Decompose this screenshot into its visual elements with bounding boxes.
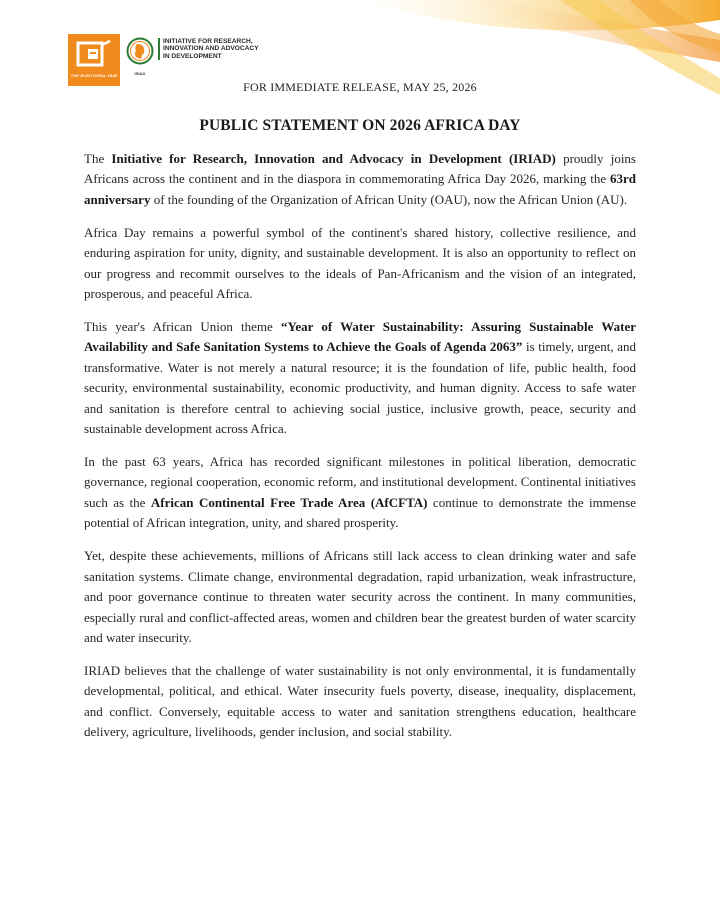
paragraph-4-text-a: In the past 63 years, Africa has recorded significant milestones in political liberation, democratic governance, regional cooperation, economic reform, and institutional development. Continental initiatives such as the xyxy=(84,454,636,510)
paragraph-1-org-name: Initiative for Research, Innovation and Advocacy in Development (IRIAD) xyxy=(111,151,556,166)
iriad-logo-caption: IRIAD xyxy=(134,71,146,76)
paragraph-3-au-theme: “Year of Water Sustainability: Assuring Sustainable Water Availability and Safe Sanitation Systems to Achieve the Goals of Agenda 2063” xyxy=(84,319,636,355)
paragraph-3 xyxy=(84,317,636,439)
organization-name xyxy=(158,38,259,60)
iriad-logo xyxy=(126,37,154,76)
organization-name-line-3: IN DEVELOPMENT xyxy=(163,52,222,60)
organization-name-line-2: INNOVATION AND ADVOCACY xyxy=(163,45,259,53)
header-logos xyxy=(68,34,259,86)
paragraph-4-text-c: continue to demonstrate the immense potential of African integration, unity, and shared prosperity. xyxy=(84,494,636,531)
paragraph-1-text-e: of the founding of the Organization of African Unity (OAU), now the African Union (AU). xyxy=(150,191,628,207)
paragraph-1 xyxy=(84,149,636,210)
paragraph-2: Africa Day remains a powerful symbol of the continent's shared history, collective resilience, and enduring aspiration for unity, dignity, and sustainable development. It is also an opportunity to reflect on our progress and recommit ourselves to the ideals of Pan-Africanism and the vision of an integrated, prosperous, and peaceful Africa. xyxy=(84,224,636,302)
release-date-line: FOR IMMEDIATE RELEASE, MAY 25, 2026 xyxy=(243,80,477,94)
paragraph-3-text-a: This year's African Union theme xyxy=(84,319,281,335)
paragraph-6: IRIAD believes that the challenge of water sustainability is not only environmental, it is fundamentally developmental, political, and ethical. Water insecurity fuels poverty, disease, inequality, displacement, and conflict. Conversely, equitable access to water and sanitation strengthens education, healthcare delivery, agriculture, livelihoods, gender inclusion, and social stability. xyxy=(84,662,636,740)
header-swoosh-decoration xyxy=(300,0,720,120)
document-title: PUBLIC STATEMENT ON 2026 AFRICA DAY xyxy=(199,117,521,134)
organization-name-line-1: INITIATIVE FOR RESEARCH, xyxy=(163,38,253,45)
paragraph-1-anniversary: 63rd anniversary xyxy=(84,171,636,207)
paragraph-3-text-c: is timely, urgent, and transformative. Water is not merely a natural resource; it is the foundation of life, public health, food security, environmental sustainability, economic productivity, and human dignity. Access to safe water and sanitation is therefore central to achieving social justice, inclusive growth, peace, security and sustainable development across Africa. xyxy=(84,339,636,437)
paragraph-1-text-a: The xyxy=(84,151,112,166)
paragraph-4 xyxy=(84,452,636,534)
iriad-emblem-icon xyxy=(126,37,154,65)
electoral-hub-caption: THE ELECTORAL HUB xyxy=(70,73,118,78)
electoral-hub-logo xyxy=(68,34,120,86)
paragraph-4-afcfta: African Continental Free Trade Area (AfCFTA) xyxy=(150,494,428,510)
paragraph-5: Yet, despite these achievements, millions of Africans still lack access to clean drinking water and safe sanitation systems. Climate change, environmental degradation, rapid urbanization, weak infrastructure, and poor governance continue to threaten water security across the continent. In many communities, especially rural and conflict-affected areas, women and children bear the greatest burden of water scarcity and water insecurity. xyxy=(84,548,636,645)
paragraph-1-text-c: proudly joins Africans across the continent and in the diaspora in commemorating Africa Day 2026, marking the xyxy=(84,151,636,187)
statement-body xyxy=(84,149,636,755)
electoral-hub-mark-icon xyxy=(76,39,112,69)
